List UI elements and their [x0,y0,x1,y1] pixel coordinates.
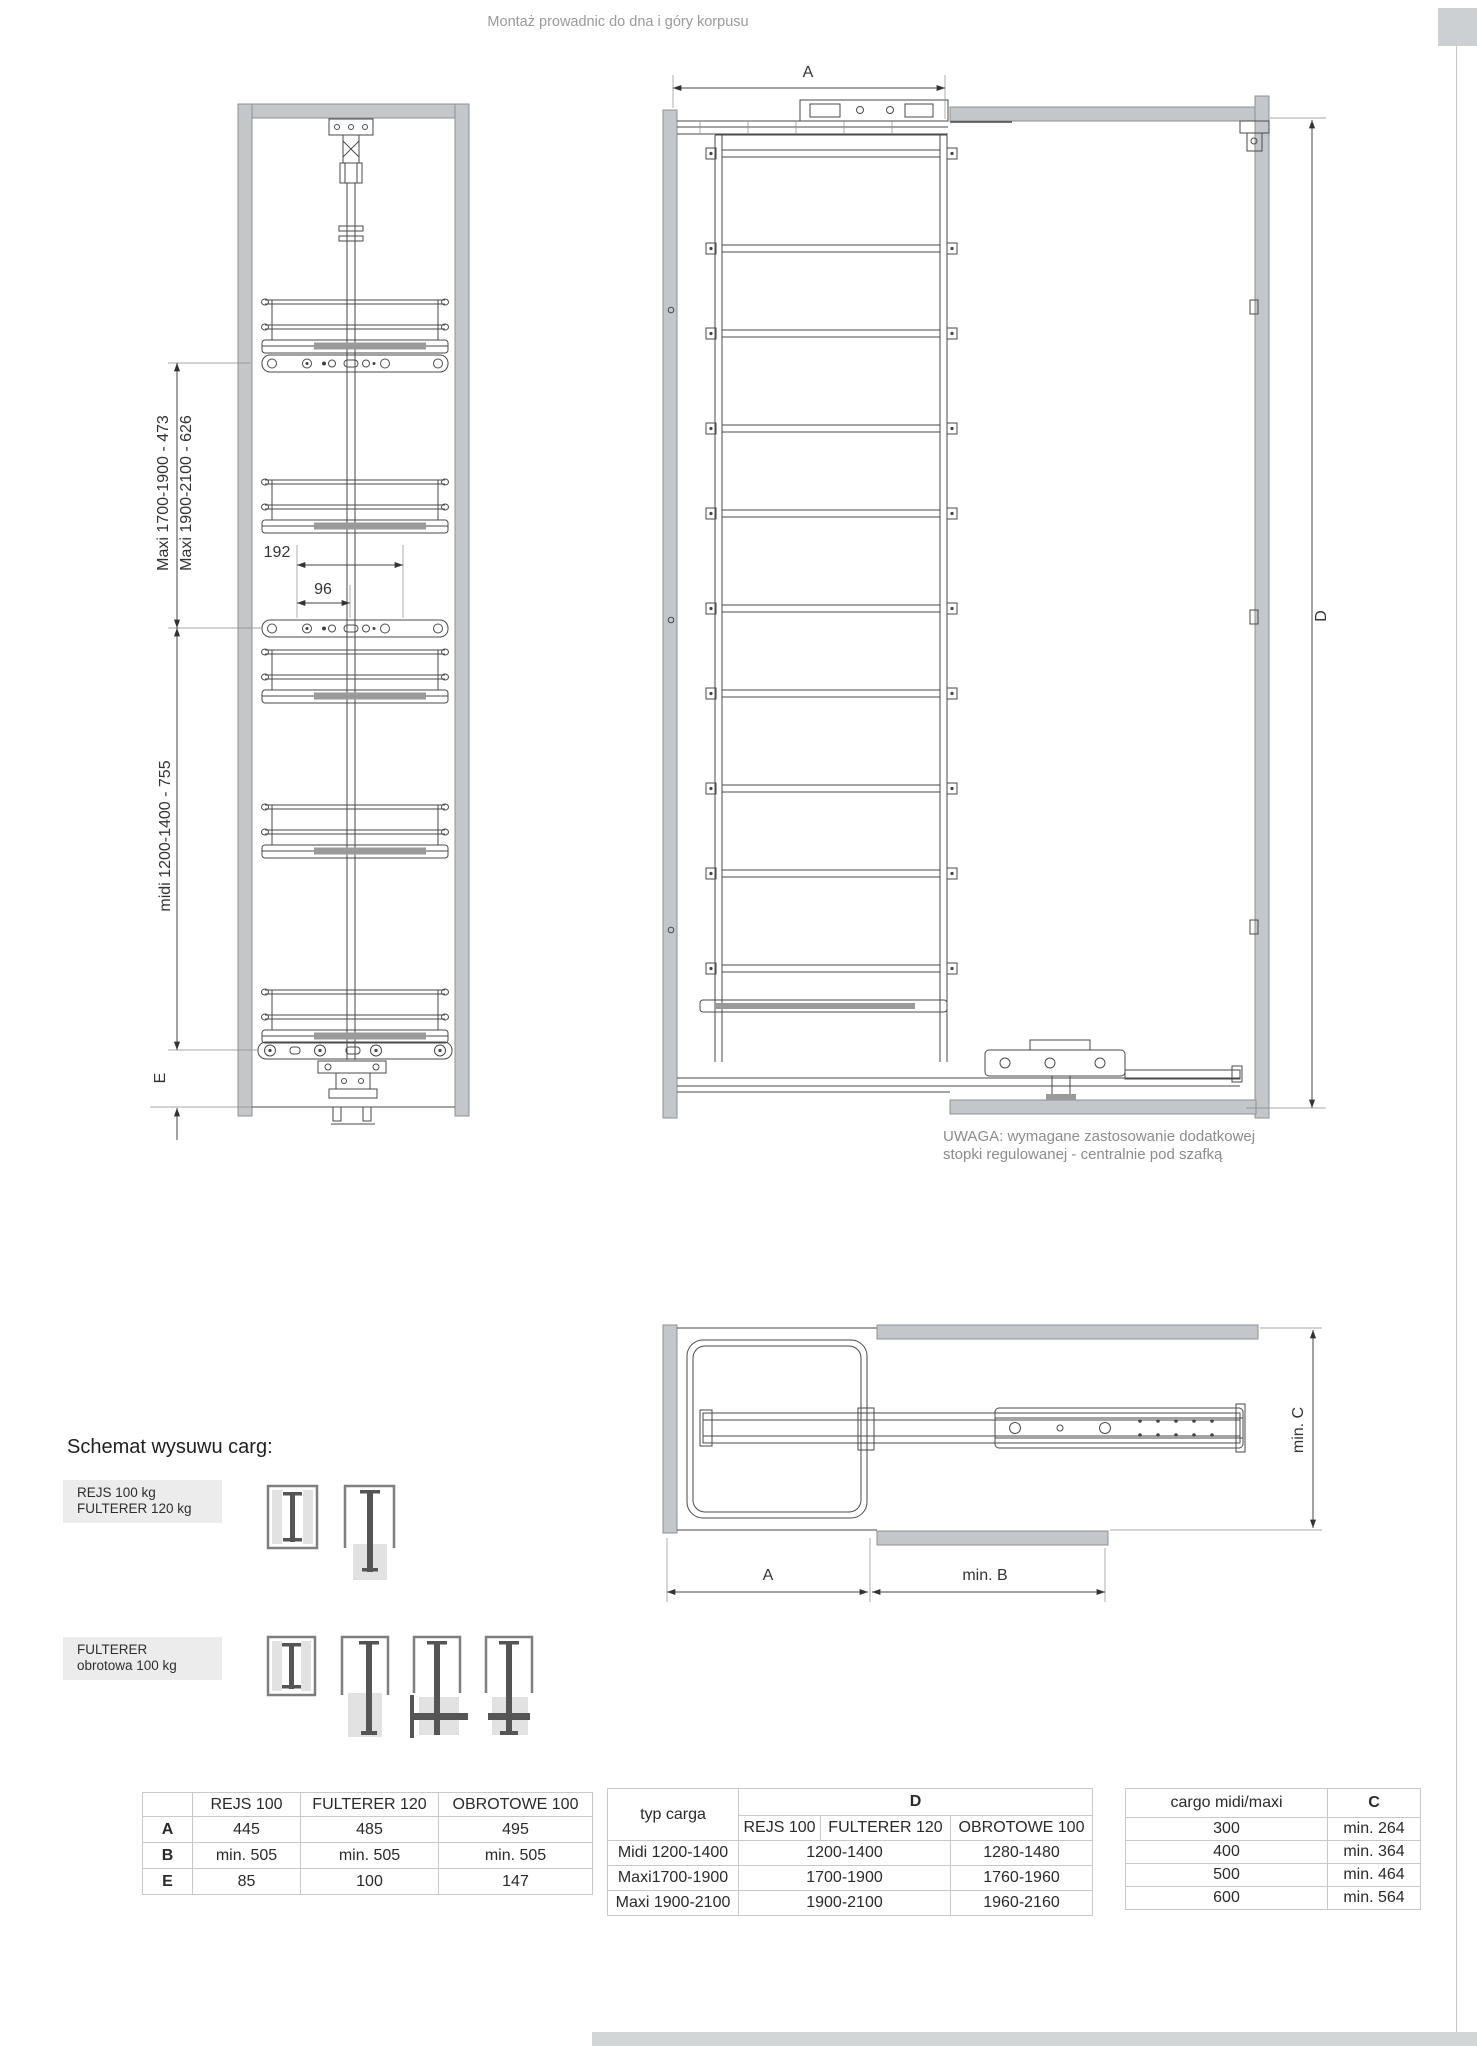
row-label-midi: Midi 1200-1400 [608,1841,739,1866]
table-row [1126,1841,1421,1864]
dim-label-a-top: A [762,1567,774,1584]
header-cargo-midi-maxi: cargo midi/maxi [1126,1789,1328,1818]
cell-b-obrotowe: min. 505 [439,1843,593,1869]
fulterer-obrotowa-label-box [63,1637,222,1680]
cell-c-400: min. 364 [1328,1841,1421,1864]
label-rejs-100kg: REJS 100 kg [77,1485,156,1500]
cell-size-400: 400 [1126,1841,1328,1864]
bottom-slide-assembly [677,1040,1242,1100]
cell-a-obrotowe: 495 [439,1817,593,1843]
table-abe-header-row [143,1793,593,1817]
cell-maxi1900-d: 1900-2100 [739,1891,951,1916]
table-row [1126,1887,1421,1910]
pullout-schematic-icons-row1 [268,1486,394,1580]
dim-label-a-front: A [802,64,814,81]
cell-midi-d: 1200-1400 [739,1841,951,1866]
table-abe-header-fulterer: FULTERER 120 [301,1793,439,1817]
uwaga-note-line1: UWAGA: wymagane zastosowanie dodatkowej [943,1128,1256,1145]
page-corner-marker [1438,8,1477,46]
cell-maxi1700-d-obrotowe: 1760-1960 [951,1866,1093,1891]
basket-top-view [687,1340,874,1518]
table-typ-carga-header-row1 [608,1789,1093,1816]
top-mounting-bracket [329,119,373,183]
wall-fixings [668,300,1258,934]
header-c: C [1328,1789,1421,1818]
cell-size-600: 600 [1126,1887,1328,1910]
cell-size-500: 500 [1126,1864,1328,1887]
cell-c-500: min. 464 [1328,1864,1421,1887]
cell-a-fulterer: 485 [301,1817,439,1843]
cell-size-300: 300 [1126,1818,1328,1841]
cargo-frame [700,135,957,1062]
cell-midi-d-obrotowe: 1280-1480 [951,1841,1093,1866]
table-row [143,1843,593,1869]
table-row [608,1891,1093,1916]
top-view-drawing [663,1325,1322,1602]
bottom-foot-mechanism [318,1061,386,1124]
cell-c-300: min. 264 [1328,1818,1421,1841]
dim-label-maxi-473: Maxi 1700-1900 - 473 [155,415,172,571]
header-typ-carga: typ carga [608,1789,739,1841]
dim-label-min-b: min. B [962,1567,1008,1584]
table-row [1126,1818,1421,1841]
dim-label-d: D [1313,610,1330,622]
swivel-rotated-cross-icon [486,1637,532,1735]
page-title: Montaż prowadnic do dna i góry korpusu [487,14,749,30]
swivel-rotated-left-icon [410,1637,468,1738]
subheader-fulterer: FULTERER 120 [821,1816,951,1841]
left-cabinet-drawing [150,104,469,1140]
right-cabinet-drawing [663,75,1326,1118]
table-abe-header-empty [143,1793,193,1817]
telescopic-slide [700,1404,1245,1452]
row-label-b: B [143,1843,193,1869]
table-row [143,1869,593,1895]
cell-e-rejs: 85 [193,1869,301,1895]
row-label-e: E [143,1869,193,1895]
row-label-maxi1700: Maxi1700-1900 [608,1866,739,1891]
table-row [143,1817,593,1843]
rejs-fulterer-label-box [63,1480,222,1523]
table-cargo-c-header-row [1126,1789,1421,1818]
dim-label-min-c: min. C [1290,1406,1307,1454]
table-row [608,1866,1093,1891]
row-label-a: A [143,1817,193,1843]
table-abe-header-rejs: REJS 100 [193,1793,301,1817]
header-d: D [739,1789,1093,1816]
table-typ-carga [607,1788,1093,1916]
cell-b-fulterer: min. 505 [301,1843,439,1869]
cargo-closed-icon [268,1486,317,1548]
cell-maxi1700-d: 1700-1900 [739,1866,951,1891]
table-abe-header-obrotowe: OBROTOWE 100 [439,1793,593,1817]
subheader-rejs: REJS 100 [739,1816,821,1841]
table-cargo-c [1125,1788,1421,1910]
cell-b-rejs: min. 505 [193,1843,301,1869]
dim-label-maxi-626: Maxi 1900-2100 - 626 [178,415,195,571]
uwaga-note [943,1128,1343,1165]
swivel-closed-icon [268,1637,315,1695]
subheader-obrotowe: OBROTOWE 100 [951,1816,1093,1841]
schemat-heading: Schemat wysuwu carg: [67,1436,273,1458]
cargo-extended-icon [345,1486,394,1580]
cell-a-rejs: 445 [193,1817,301,1843]
top-view-dimensions [667,1328,1322,1602]
row-label-maxi1900: Maxi 1900-2100 [608,1891,739,1916]
dim-label-192: 192 [263,544,291,561]
cell-maxi1900-d-obrotowe: 1960-2160 [951,1891,1093,1916]
dim-label-96: 96 [314,581,332,598]
page-bottom-bar [592,2032,1477,2046]
center-pole [339,183,363,1060]
dim-label-e: E [152,1072,169,1084]
table-row [608,1841,1093,1866]
label-fulterer-120kg: FULTERER 120 kg [77,1501,192,1517]
cell-e-obrotowe: 147 [439,1869,593,1895]
dim-label-midi-755: midi 1200-1400 - 755 [157,760,174,912]
page-edge-line [1456,46,1457,2032]
label-obrotowa-100kg: obrotowa 100 kg [77,1658,177,1674]
table-row [1126,1864,1421,1887]
table-abe [142,1792,593,1895]
right-diagram-dimensions [673,75,1326,1108]
uwaga-note-line2: stopki regulowanej - centralnie pod szafką [943,1146,1223,1164]
cell-e-fulterer: 100 [301,1869,439,1895]
pullout-schematic-icons-row2 [268,1637,532,1738]
swivel-extended-icon [342,1637,388,1737]
cell-c-600: min. 564 [1328,1887,1421,1910]
label-fulterer: FULTERER [77,1642,148,1657]
